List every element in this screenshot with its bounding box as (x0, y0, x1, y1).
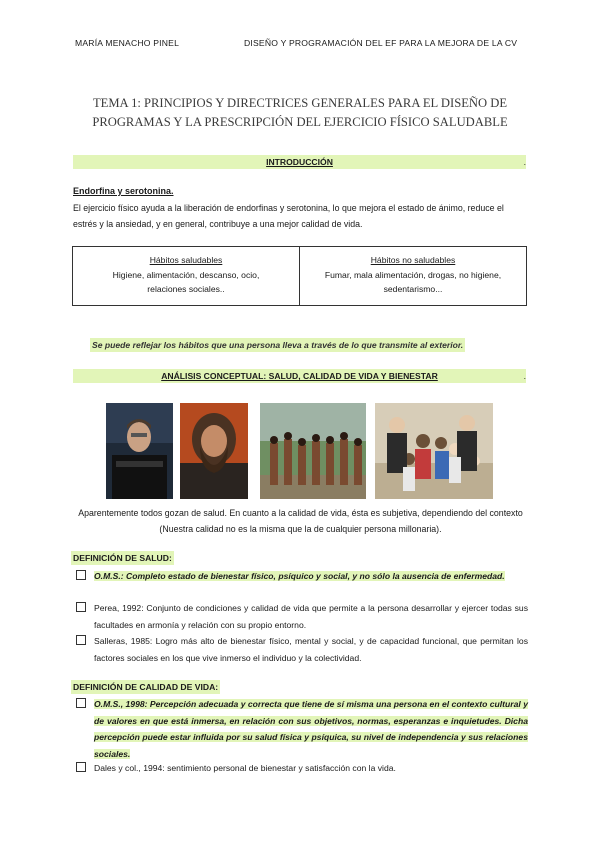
habits-quote: Se puede reflejar los hábitos que una persona lleva a través de lo que transmite al exterior. (92, 340, 464, 350)
analysis-heading-bar: ANÁLISIS CONCEPTUAL: SALUD, CALIDAD DE VIDA Y BIENESTAR . (73, 369, 526, 383)
intro-heading-bar: INTRODUCCIÓN . (73, 155, 526, 169)
salud-item-perea (76, 600, 528, 633)
salud-item-salleras (76, 633, 528, 666)
header-course: DISEÑO Y PROGRAMACIÓN DEL EF PARA LA MEJORA DE LA CV (244, 38, 518, 48)
intro-heading: INTRODUCCIÓN (266, 157, 333, 167)
calidad-item-dales-text: Dales y col., 1994: sentimiento personal de bienestar y satisfacción con la vida. (94, 763, 396, 773)
checkbox-calidad-dales[interactable] (76, 762, 86, 772)
unhealthy-habits-text: Fumar, mala alimentación, drogas, no higiene, sedentarismo... (324, 269, 502, 294)
healthy-habits-title: Hábitos saludables (149, 255, 223, 265)
healthy-habits-text: Higiene, alimentación, descanso, ocio, relaciones sociales.. (112, 269, 260, 294)
salud-item-perea-text: Perea, 1992: Conjunto de condiciones y calidad de vida que permite a la persona desarrollar y ejercer todas sus facultades en armonía y relación con su propio entorno. (94, 603, 528, 630)
analysis-heading: ANÁLISIS CONCEPTUAL: SALUD, CALIDAD DE VIDA Y BIENESTAR (161, 371, 438, 381)
checkbox-calidad-oms[interactable] (76, 698, 86, 708)
photo-bearded-man (180, 403, 248, 499)
photo-tribe-group (260, 403, 366, 499)
calidad-item-oms-text: O.M.S., 1998: Percepción adecuada y correcta que tiene de sí misma una persona en el contexto cultural y de valores en que está inmersa, en relación con sus objetivos, normas, esperanzas e inquietudes. Dicha percepción puede estar influida por su salud física y psíquica, su nivel de independencia y sus relaciones sociales. (94, 699, 528, 759)
calidad-item-dales (76, 760, 528, 777)
salud-item-salleras-text: Salleras, 1985: Logro más alto de bienestar físico, mental y social, y de capacidad funcional, que permitan los factores sociales en los que vive inmerso el individuo y la colectividad. (94, 636, 528, 663)
habits-table (72, 246, 527, 306)
checkbox-salud-oms[interactable] (76, 570, 86, 580)
photo-man-wheelchair (106, 403, 173, 499)
salud-heading: DEFINICIÓN DE SALUD: (73, 553, 172, 563)
title-line-2: PROGRAMAS Y LA PRESCRIPCIÓN DEL EJERCICIO FÍSICO SALUDABLE (92, 115, 508, 129)
page-title (60, 94, 540, 132)
intro-paragraph: El ejercicio físico ayuda a la liberación de endorfinas y serotonina, lo que mejora el estado de ánimo, reduce el estrés y la ansiedad, y en general, contribuye a una mejor calidad de vida. (73, 203, 504, 229)
photos-caption: Aparentemente todos gozan de salud. En cuanto a la calidad de vida, ésta es subjetiva, dependiendo del contexto (Nuestra calidad no es la misma que la de cualquier persona millonaria). (78, 508, 523, 534)
intro-subheading: Endorfina y serotonina. (73, 186, 174, 196)
salud-item-oms (76, 568, 528, 585)
salud-item-oms-text: O.M.S.: Completo estado de bienestar físico, psíquico y social, y no sólo la ausencia de enfermedad. (94, 571, 505, 581)
checkbox-salud-salleras[interactable] (76, 635, 86, 645)
healthy-habits-cell (73, 247, 299, 305)
calidad-heading: DEFINICIÓN DE CALIDAD DE VIDA: (73, 682, 219, 692)
header-author: MARÍA MENACHO PINEL (75, 38, 180, 48)
unhealthy-habits-cell (299, 247, 526, 305)
calidad-item-oms (76, 696, 528, 762)
checkbox-salud-perea[interactable] (76, 602, 86, 612)
title-line-1: TEMA 1: PRINCIPIOS Y DIRECTRICES GENERALES PARA EL DISEÑO DE (92, 96, 508, 110)
unhealthy-habits-title: Hábitos no saludables (370, 255, 456, 265)
photo-family (375, 403, 493, 499)
